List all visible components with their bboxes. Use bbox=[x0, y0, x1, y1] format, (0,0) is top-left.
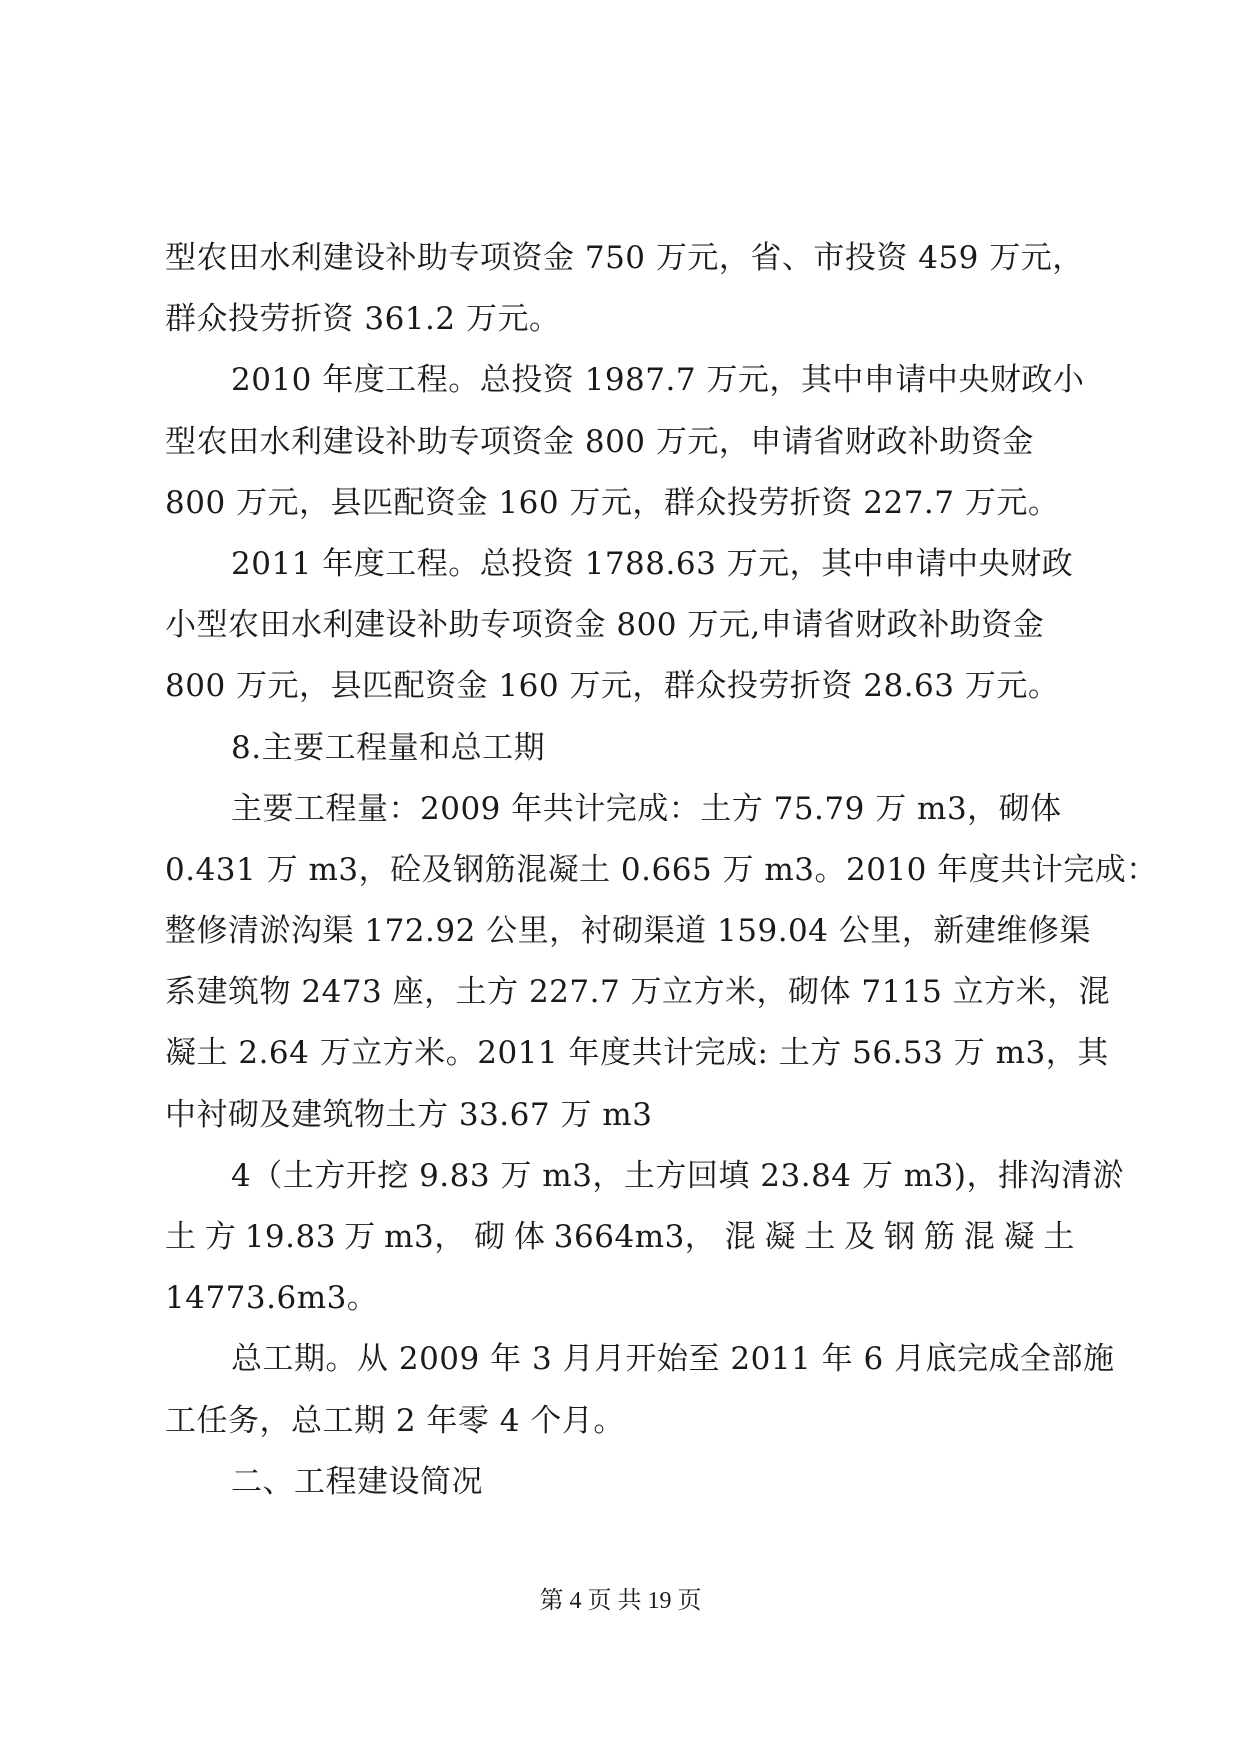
text-fragment: 砌 bbox=[474, 1219, 506, 1255]
text-line: 群众投劳折资 361.2 万元。 bbox=[165, 301, 561, 338]
paragraph bbox=[165, 228, 1158, 1513]
text-fragment: m3， bbox=[384, 1219, 466, 1255]
text-fragment: 混 bbox=[963, 1219, 996, 1255]
text-line: 800 万元，县匹配资金 160 万元，群众投劳折资 227.7 万元。 bbox=[165, 484, 1060, 521]
text-fragment: 混 bbox=[724, 1219, 757, 1255]
text-line: 小型农田水利建设补助专项资金 800 万元,申请省财政补助资金 bbox=[165, 607, 1045, 644]
text-line: 4（土方开挖 9.83 万 m3，土方回填 23.84 万 m3)，排沟清淤 bbox=[231, 1157, 1124, 1194]
text-fragment: 土 bbox=[1043, 1219, 1075, 1255]
text-fragment: 土 bbox=[165, 1219, 197, 1255]
text-fragment: 19.83 bbox=[244, 1219, 336, 1255]
text-fragment: 凝 bbox=[764, 1219, 796, 1255]
text-line: 800 万元，县匹配资金 160 万元，群众投劳折资 28.63 万元。 bbox=[165, 668, 1060, 705]
text-fragment: 及 bbox=[844, 1219, 876, 1255]
text-fragment: 凝 bbox=[1003, 1219, 1036, 1255]
text-line: 系建筑物 2473 座，土方 227.7 万立方米，砌体 7115 立方米，混 bbox=[165, 974, 1111, 1011]
text-line: 中衬砌及建筑物土方 33.67 万 m3 bbox=[165, 1096, 653, 1133]
text-fragment: 方 bbox=[204, 1219, 237, 1255]
text-line: 主要工程量：2009 年共计完成：土方 75.79 万 m3，砌体 bbox=[231, 790, 1062, 827]
text-line: 2010 年度工程。总投资 1987.7 万元，其中申请中央财政小 bbox=[231, 362, 1085, 399]
text-line: 2011 年度工程。总投资 1788.63 万元，其中申请中央财政 bbox=[231, 545, 1074, 582]
section-heading: 8.主要工程量和总工期 bbox=[231, 729, 546, 766]
text-line: 型农田水利建设补助专项资金 800 万元，申请省财政补助资金 bbox=[165, 423, 1034, 460]
text-line: 凝土 2.64 万立方米。2011 年度共计完成: 土方 56.53 万 m3，其 bbox=[165, 1035, 1109, 1072]
text-line: 0.431 万 m3，砼及钢筋混凝土 0.665 万 m3。2010 年度共计完成： bbox=[165, 851, 1158, 888]
document-body bbox=[165, 228, 1158, 1513]
text-line: 14773.6m3。 bbox=[165, 1280, 379, 1317]
text-line: 型农田水利建设补助专项资金 750 万元，省、市投资 459 万元， bbox=[165, 240, 1084, 276]
text-fragment: 筋 bbox=[923, 1219, 956, 1255]
section-heading: 二、工程建设简况 bbox=[231, 1463, 483, 1500]
text-fragment: 体 bbox=[513, 1219, 546, 1255]
text-fragment: 3664m3， bbox=[553, 1219, 717, 1255]
text-fragment: 钢 bbox=[884, 1219, 916, 1255]
text-fragment: 万 bbox=[344, 1219, 376, 1255]
text-fragment: 土 bbox=[804, 1219, 836, 1255]
text-line-justified bbox=[165, 1207, 1075, 1268]
page-footer: 第 4 页 共 19 页 bbox=[539, 1588, 702, 1614]
text-line: 总工期。从 2009 年 3 月月开始至 2011 年 6 月底完成全部施 bbox=[231, 1341, 1115, 1378]
text-line: 工任务，总工期 2 年零 4 个月。 bbox=[165, 1402, 625, 1439]
text-line: 整修清淤沟渠 172.92 公里，衬砌渠道 159.04 公里，新建维修渠 bbox=[165, 913, 1091, 950]
